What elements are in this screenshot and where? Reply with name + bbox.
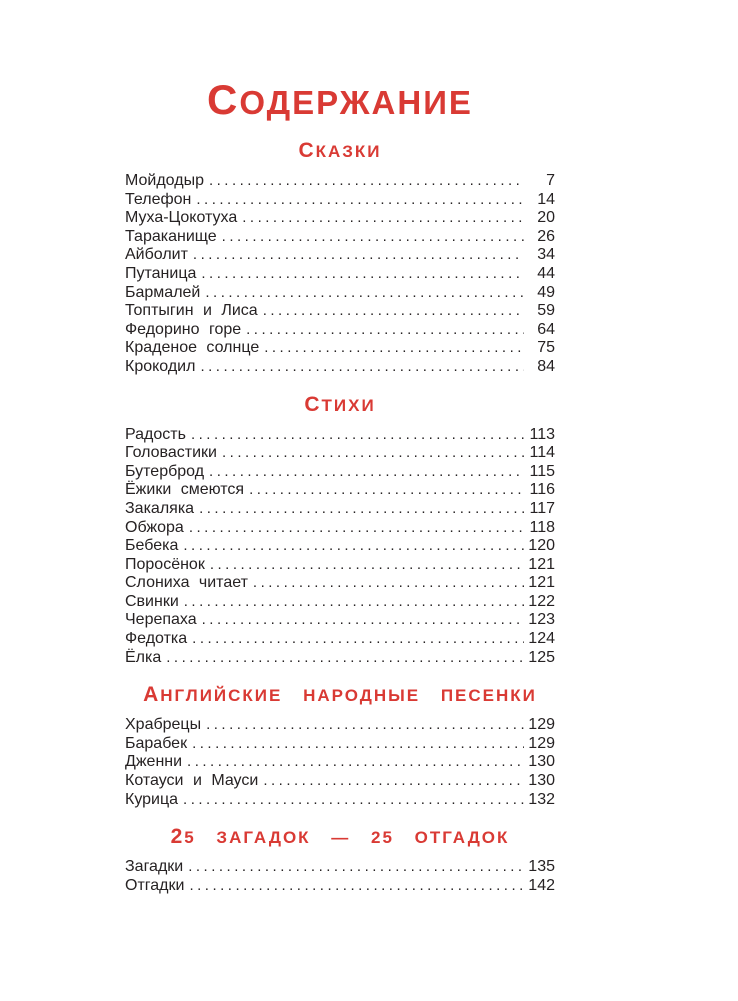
section-entries: [125, 716, 555, 809]
toc-entry: [125, 321, 555, 340]
entry-title: Бутерброд: [125, 462, 205, 480]
page-number: 142: [528, 876, 555, 894]
toc-entry: [125, 444, 555, 463]
toc-section: [125, 826, 555, 895]
dot-leader: [193, 246, 524, 265]
toc-section: [125, 140, 555, 377]
toc-entry: [125, 339, 555, 358]
entry-title: Свинки: [125, 592, 179, 610]
entry-title: Бебека: [125, 537, 179, 555]
toc-entry: [125, 265, 555, 284]
entry-title: Слониха читает: [125, 574, 248, 592]
dot-leader: [253, 574, 524, 593]
entry-title: Топтыгин и Лиса: [125, 302, 258, 320]
entry-title: Бармалей: [125, 283, 201, 301]
entry-title: Дженни: [125, 753, 183, 771]
dot-leader: [222, 444, 524, 463]
entry-title: Крокодил: [125, 357, 196, 375]
toc-entry: [125, 284, 555, 303]
entry-title: Муха-Цокотуха: [125, 209, 238, 227]
toc-entry: [125, 772, 555, 791]
toc-entry: [125, 630, 555, 649]
section-entries: [125, 858, 555, 895]
dot-leader: [210, 556, 524, 575]
entry-title: Обжора: [125, 518, 184, 536]
page-number: 84: [537, 357, 555, 375]
page-number: 117: [529, 499, 555, 517]
page-number: 113: [529, 425, 555, 443]
dot-leader: [187, 753, 524, 772]
toc-entry: [125, 716, 555, 735]
entry-title: Отгадки: [125, 876, 185, 894]
entry-title: Поросёнок: [125, 555, 205, 573]
toc-entry: [125, 426, 555, 445]
dot-leader: [263, 302, 524, 321]
toc-entry: [125, 537, 555, 556]
section-heading: СТИХИ: [304, 392, 376, 416]
page-number: 118: [529, 518, 555, 536]
toc-entry: [125, 481, 555, 500]
entry-title: Барабек: [125, 734, 188, 752]
page-number: 130: [528, 772, 555, 790]
page-number: 114: [529, 444, 555, 462]
dot-leader: [196, 191, 524, 210]
toc-entry: [125, 753, 555, 772]
dot-leader: [264, 339, 524, 358]
toc-entry: [125, 593, 555, 612]
toc-entry: [125, 463, 555, 482]
page-number: 124: [528, 630, 555, 648]
entry-title: Черепаха: [125, 611, 197, 629]
page-number: 75: [537, 339, 555, 357]
dot-leader: [202, 611, 524, 630]
toc-entry: [125, 358, 555, 377]
dot-leader: [192, 735, 524, 754]
page-number: 7: [546, 172, 555, 189]
toc-entry: [125, 791, 555, 810]
toc: [125, 140, 555, 895]
toc-entry: [125, 649, 555, 668]
toc-section: [125, 394, 555, 668]
toc-entry: [125, 519, 555, 538]
page-number: 122: [528, 592, 555, 610]
toc-content: [125, 76, 555, 895]
toc-entry: [125, 877, 555, 896]
toc-section: [125, 684, 555, 809]
dot-leader: [201, 265, 524, 284]
page-number: 59: [537, 302, 555, 320]
entry-title: Ёлка: [125, 648, 162, 666]
page-number: 132: [528, 790, 555, 808]
toc-entry: [125, 556, 555, 575]
page-number: 130: [528, 753, 555, 771]
section-heading: АНГЛИЙСКИЕ НАРОДНЫЕ ПЕСЕНКИ: [143, 683, 537, 707]
entry-title: Федорино горе: [125, 320, 242, 338]
page-number: 129: [528, 716, 555, 734]
page-number: 20: [537, 209, 555, 227]
dot-leader: [209, 172, 524, 191]
entry-title: Мойдодыр: [125, 172, 204, 189]
dot-leader: [192, 630, 524, 649]
entry-title: Федотка: [125, 630, 188, 648]
entry-title: Загадки: [125, 858, 184, 876]
toc-entry: [125, 191, 555, 210]
page-number: 135: [528, 858, 555, 876]
dot-leader: [205, 284, 524, 303]
entry-title: Котауси и Мауси: [125, 772, 259, 790]
dot-leader: [189, 877, 524, 896]
page-number: 116: [529, 481, 555, 499]
entry-title: Тараканище: [125, 227, 217, 245]
page-number: 123: [528, 611, 555, 629]
entry-title: Путаница: [125, 264, 197, 282]
page-number: 120: [528, 537, 555, 555]
dot-leader: [183, 791, 524, 810]
toc-entry: [125, 209, 555, 228]
page-number: 121: [528, 574, 555, 592]
dot-leader: [246, 321, 524, 340]
entry-title: Радость: [125, 425, 186, 443]
dot-leader: [188, 858, 524, 877]
entry-title: Ёжики смеются: [125, 481, 245, 499]
toc-entry: [125, 172, 555, 191]
page-number: 115: [529, 462, 555, 480]
dot-leader: [263, 772, 524, 791]
entry-title: Айболит: [125, 246, 188, 264]
toc-entry: [125, 500, 555, 519]
entry-title: Храбрецы: [125, 716, 202, 734]
toc-entry: [125, 611, 555, 630]
page-number: 34: [537, 246, 555, 264]
section-entries: [125, 426, 555, 668]
dot-leader: [199, 500, 524, 519]
dot-leader: [209, 463, 524, 482]
dot-leader: [184, 593, 524, 612]
dot-leader: [249, 481, 524, 500]
section-heading: СКАЗКИ: [298, 139, 382, 162]
entry-title: Головастики: [125, 444, 217, 462]
dot-leader: [166, 649, 524, 668]
page-number: 26: [537, 227, 555, 245]
page-number: 129: [528, 734, 555, 752]
toc-entry: [125, 858, 555, 877]
entry-title: Закаляка: [125, 499, 195, 517]
dot-leader: [242, 209, 524, 228]
entry-title: Краденое солнце: [125, 339, 260, 357]
section-entries: [125, 172, 555, 377]
toc-entry: [125, 574, 555, 593]
dot-leader: [200, 358, 524, 377]
page-number: 64: [537, 320, 555, 338]
dot-leader: [189, 519, 524, 538]
dot-leader: [183, 537, 524, 556]
entry-title: Курица: [125, 790, 179, 808]
dot-leader: [206, 716, 524, 735]
dot-leader: [222, 228, 524, 247]
entry-title: Телефон: [125, 190, 192, 208]
dot-leader: [191, 426, 524, 445]
page-number: 121: [528, 555, 555, 573]
page-number: 49: [537, 283, 555, 301]
toc-entry: [125, 246, 555, 265]
page-number: 44: [537, 264, 555, 282]
toc-entry: [125, 302, 555, 321]
toc-entry: [125, 735, 555, 754]
page-title: СОДЕРЖАНИЕ: [207, 76, 473, 123]
page-number: 125: [528, 648, 555, 666]
toc-entry: [125, 228, 555, 247]
page-number: 14: [537, 190, 555, 208]
section-heading: 25 ЗАГАДОК — 25 ОТГАДОК: [170, 825, 510, 849]
